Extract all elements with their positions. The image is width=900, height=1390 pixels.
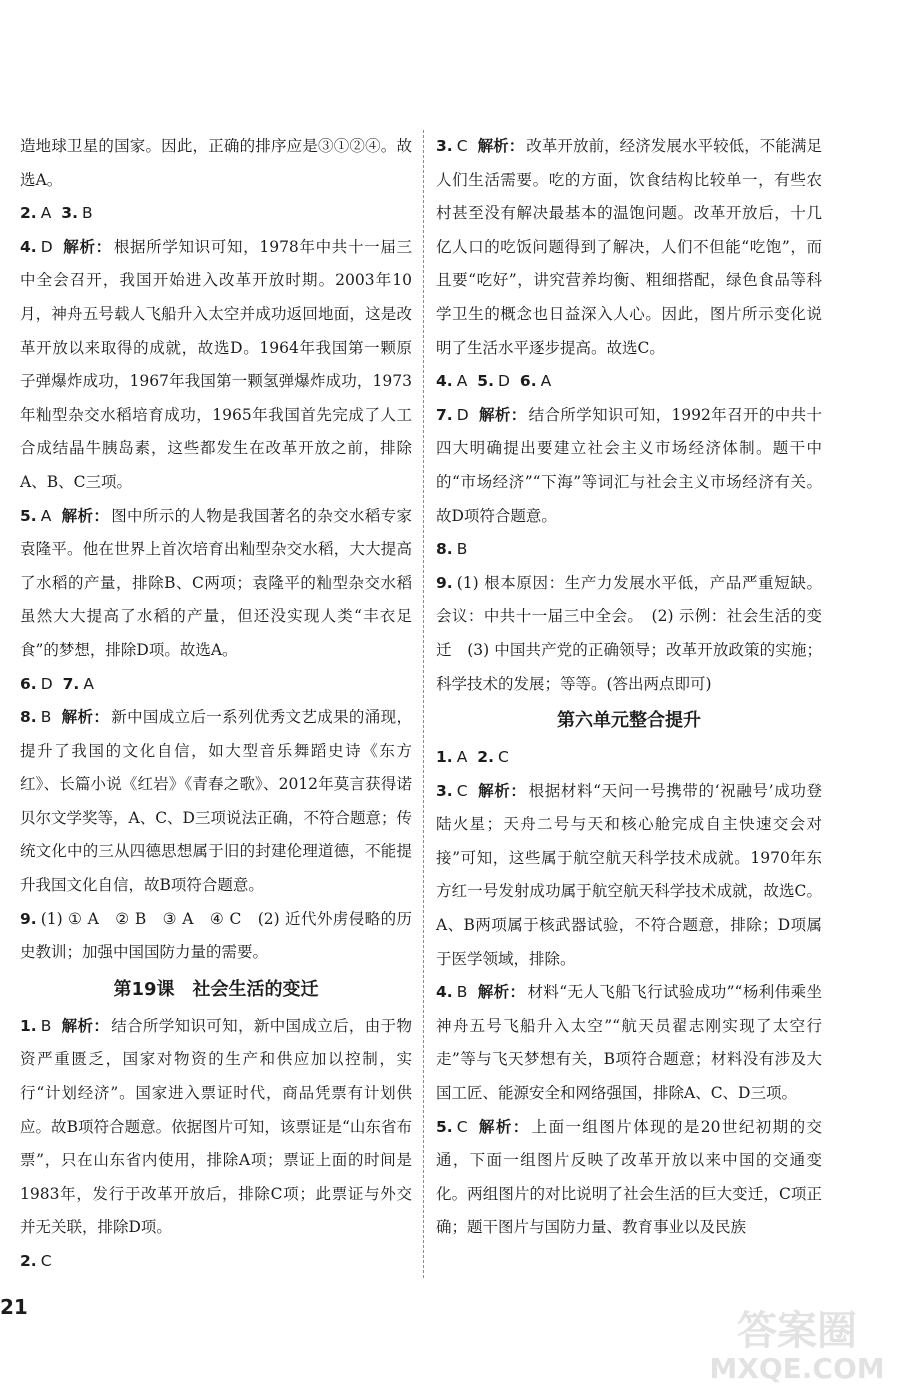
answer-entry: 2. C <box>20 1252 52 1270</box>
answer-body: 根据材料“天问一号携带的‘祝融号’成功登陆火星；天舟二号与天和核心舱完成自主快速交会对接”可知，这些属于航空航天科学技术成就。1970年东方红一号发射成功属于航空航天科学技术成就，故选C。A、B两项属于核武器试验，不符合题意，排除；D项属于医学领域，排除。 <box>436 781 822 968</box>
answer-body: 结合所学知识可知，新中国成立后，由于物资严重匮乏，国家对物资的生产和供应加以控制，实行“计划经济”。国家进入票证时代，商品凭票有计划供应。故B项符合题意。依据图片可知，该票证是“山东省布票”，只在山东省内使用，排除A项；票证上面的时间是1983年，发行于改革开放后，排除C项；此票证与外交并无关联，排除D项。 <box>20 1016 412 1237</box>
answer-entry: 4. A 5. D 6. A <box>436 372 552 391</box>
analysis-label: 解析： <box>477 781 527 800</box>
answer-entry <box>436 567 822 701</box>
watermark-logo <box>702 1302 892 1384</box>
right-column <box>436 130 822 1245</box>
question-number: 9. <box>436 573 453 592</box>
answer-body: (1) ① A ② B ③ A ④ C (2) 近代外虏侵略的历史教训；加强中国国防力量的需要。 <box>20 909 412 962</box>
answer-entry <box>436 775 822 977</box>
watermark-top-text: 答案圈 <box>737 1308 857 1354</box>
answer-body: 改革开放前，经济发展水平较低，不能满足人们生活需要。吃的方面，饮食结构比较单一，有些农村甚至没有解决最基本的温饱问题。改革开放后，十几亿人口的吃饭问题得到了解决，人们不但能“吃饱”，而且要“吃好”，讲究营养均衡、粗细搭配，绿色食品等科学卫生的概念也日益深入人心。因此，图片所示变化说明了生活水平逐步提高。故选C。 <box>436 137 822 357</box>
column-divider <box>423 130 424 1278</box>
page-number: 21 <box>0 1295 28 1319</box>
question-number: 5. <box>20 506 37 525</box>
question-number: 4. <box>436 983 453 1002</box>
question-number: 8. <box>20 708 37 727</box>
answer-body: 根据所学知识可知，1978年中共十一届三中全会召开，我国开始进入改革开放时期。2003年10月，神舟五号载人飞船升入太空并成功返回地面，这是改革开放以来取得的成就，故选D。1964年我国第一颗原子弹爆炸成功，1967年我国第一颗氢弹爆炸成功，1973年籼型杂交水稻培育成功，1965年我国首先完成了人工合成结晶牛胰岛素，这些都发生在改革开放之前，排除A、B、C三项。 <box>20 237 412 491</box>
answer-entry <box>20 231 412 500</box>
answer-body: 上面一组图片体现的是20世纪初期的交通，下面一组图片反映了改革开放以来中国的交通变化。两组图片的对比说明了社会生活的巨大变迁，C项正确；题干图片与国防力量、教育事业以及民族 <box>436 1117 822 1237</box>
answer-entry <box>436 976 822 1110</box>
answer-choice: C <box>456 781 468 800</box>
question-number: 4. <box>20 237 37 256</box>
question-number: 9. <box>20 909 37 928</box>
answer-body: 结合所学知识可知，1992年召开的中共十四大明确提出要建立社会主义市场经济体制。题干中的“市场经济”“下海”等词汇与社会主义市场经济有关。故D项符合题意。 <box>436 405 822 525</box>
analysis-label: 解析： <box>61 506 110 525</box>
answer-entry: 6. D 7. A <box>20 674 94 693</box>
analysis-label: 解析： <box>477 137 525 155</box>
answer-choice: C <box>456 1117 468 1136</box>
analysis-label: 解析： <box>477 1117 530 1136</box>
answer-body: (1) 根本原因：生产力发展水平低，产品严重短缺。会议：中共十一届三中全会。 (2) 示例：社会生活的变迁 (3) 中国共产党的正确领导；改革开放政策的实施；科学技术的发展；等等。(答出两点即可) <box>436 573 822 693</box>
answer-entry: 8. B <box>436 540 468 559</box>
analysis-label: 解析： <box>477 983 526 1002</box>
analysis-label: 解析： <box>61 1016 110 1035</box>
answer-choice: C <box>456 137 468 155</box>
question-number: 3. <box>436 137 453 155</box>
answer-choice: B <box>40 1016 52 1035</box>
answer-entry <box>436 399 822 533</box>
left-column <box>20 130 412 1279</box>
answer-entry: 2. A 3. B <box>20 204 93 223</box>
answer-body: 材料“无人飞船飞行试验成功”“杨利伟乘坐神舟五号飞船升入太空”“航天员翟志刚实现了太空行走”等与飞天梦想有关，B项符合题意；材料没有涉及大国工匠、能源安全和网络强国，排除A、C、D三项。 <box>436 983 822 1103</box>
question-number: 1. <box>20 1016 37 1035</box>
answer-entry <box>436 1111 822 1245</box>
section-heading: 第19课 社会生活的变迁 <box>113 978 319 1000</box>
answer-entry: 1. A 2. C <box>436 748 509 767</box>
watermark-bottom-text: MXQE.COM <box>709 1352 885 1384</box>
answer-entry: 造地球卫星的国家。因此，正确的排序应是③①②④。故选A。 <box>20 137 412 189</box>
answer-entry <box>20 500 412 668</box>
answer-choice: B <box>456 983 468 1002</box>
answer-entry <box>20 701 412 903</box>
answer-choice: D <box>456 405 469 424</box>
analysis-label: 解析： <box>61 708 110 727</box>
question-number: 5. <box>436 1117 453 1136</box>
question-number: 7. <box>436 405 453 424</box>
answer-choice: B <box>40 708 52 727</box>
analysis-label: 解析： <box>62 237 112 256</box>
answer-choice: A <box>40 506 52 525</box>
section-heading: 第六单元整合提升 <box>557 710 701 732</box>
analysis-label: 解析： <box>478 405 527 424</box>
answer-entry <box>20 903 412 970</box>
answer-entry <box>436 130 822 365</box>
answer-entry <box>20 1010 412 1245</box>
question-number: 3. <box>436 781 453 800</box>
answer-body: 新中国成立后一系列优秀文艺成果的涌现，提升了我国的文化自信，如大型音乐舞蹈史诗《东方红》、长篇小说《红岩》《青春之歌》、2012年莫言获得诺贝尔文学奖等，A、C、D三项说法正确，不符合题意；传统文化中的三从四德思想属于旧的封建伦理道德，不能提升我国文化自信，故B项符合题意。 <box>20 708 412 895</box>
answer-choice: D <box>40 237 53 256</box>
answer-body: 图中所示的人物是我国著名的杂交水稻专家袁隆平。他在世界上首次培育出籼型杂交水稻，大大提高了水稻的产量，排除B、C两项；袁隆平的籼型杂交水稻虽然大大提高了水稻的产量，但还没实现人类“丰衣足食”的梦想，排除D项。故选A。 <box>20 506 412 659</box>
